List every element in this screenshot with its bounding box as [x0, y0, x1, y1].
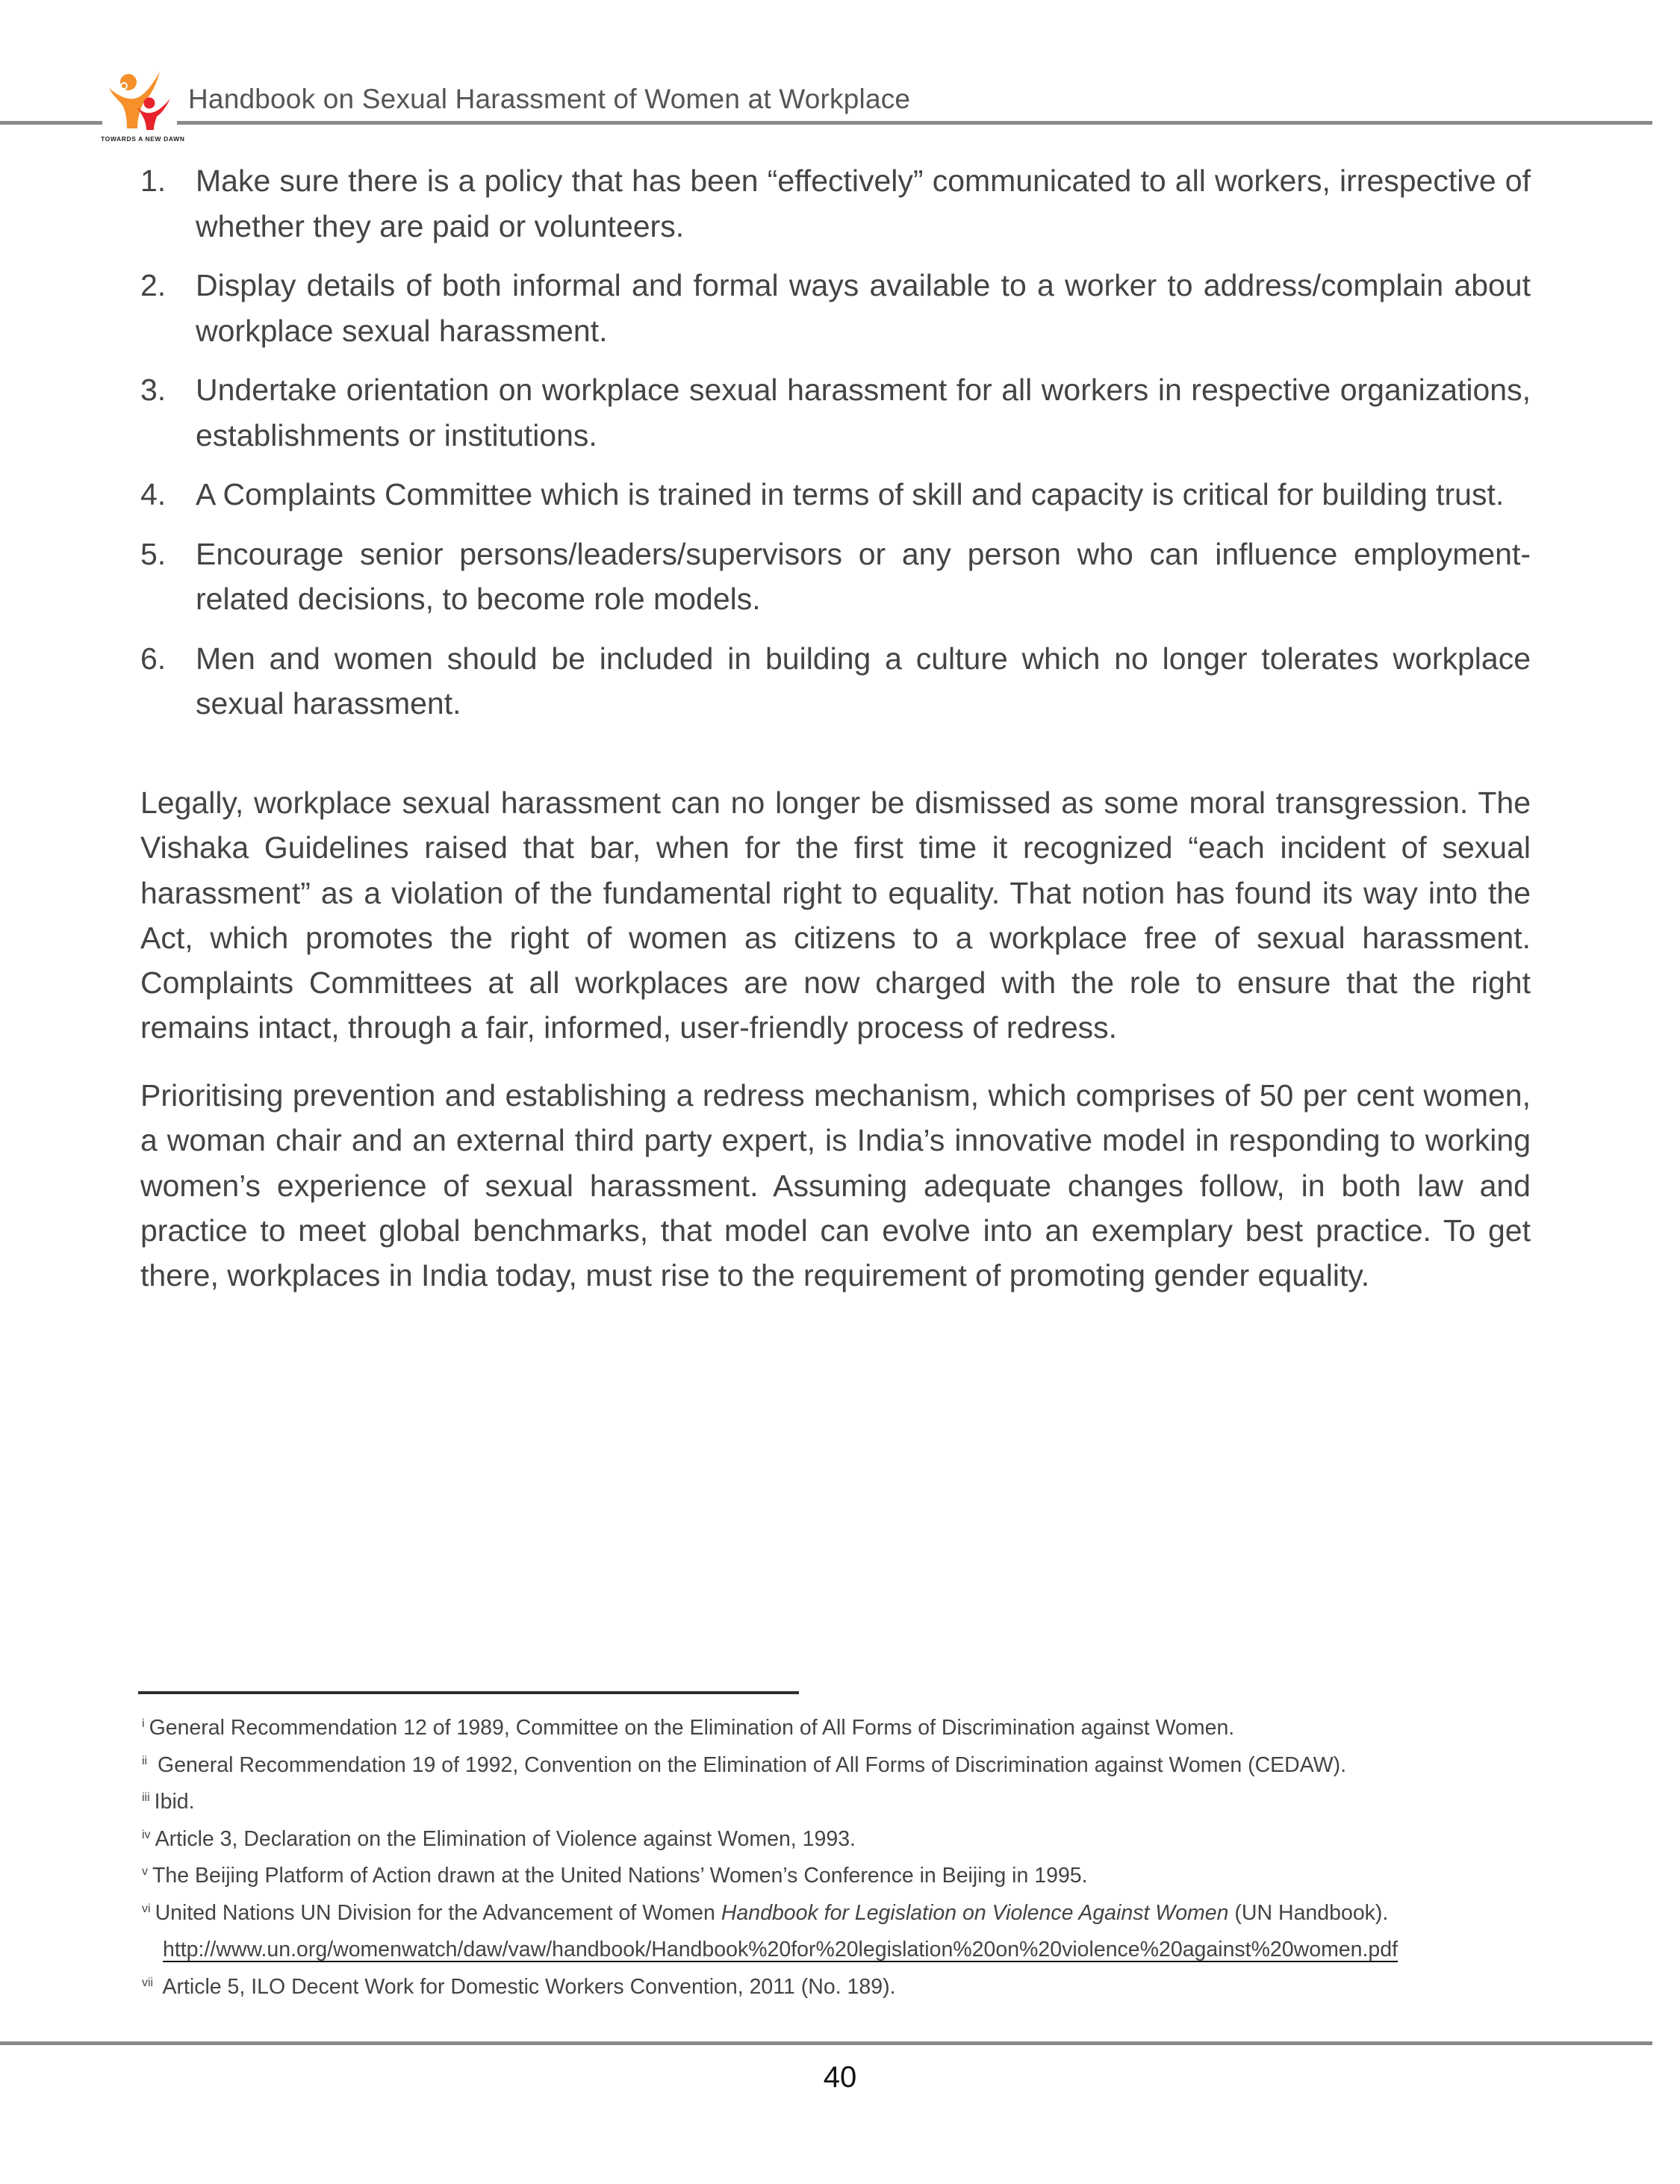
footnote-text: Article 3, Declaration on the Elimination of Violence against Women, 1993. [155, 1826, 856, 1851]
logo-tagline: TOWARDS A NEW DAWN [101, 135, 185, 143]
list-item [140, 367, 1531, 458]
list-item-number: 1. [140, 164, 167, 198]
page-number: 40 [823, 2061, 857, 2094]
list-item-number: 4. [140, 477, 167, 511]
list-item-number: 6. [140, 641, 167, 676]
list-item [140, 263, 1531, 353]
footnote-marker: v [142, 1865, 148, 1878]
footnote [142, 1710, 1561, 1747]
footnote [142, 1858, 1561, 1895]
header-rule-left [0, 121, 102, 125]
running-header-title: Handbook on Sexual Harassment of Women at Workplace [188, 84, 911, 114]
footnote [142, 1895, 1561, 1969]
header-rule-right [177, 121, 1652, 125]
list-item [140, 472, 1531, 517]
list-item [140, 532, 1531, 622]
footnote-marker: iii [142, 1791, 150, 1804]
footnote-italic-title: Handbook for Legislation on Violence Against Women [721, 1900, 1229, 1925]
list-item [140, 636, 1531, 727]
footnote [142, 1747, 1561, 1785]
list-item [140, 158, 1531, 249]
list-item-text: Encourage senior persons/leaders/supervisors or any person who can influence employment-related decisions, to become role models. [196, 536, 1531, 616]
footnote [142, 1821, 1561, 1858]
footer-rule [0, 2041, 1652, 2045]
footnote-text: Article 5, ILO Decent Work for Domestic Workers Convention, 2011 (No. 189). [158, 1974, 896, 1999]
logo [105, 69, 175, 132]
list-item-number: 3. [140, 373, 167, 407]
footnotes [142, 1710, 1561, 2006]
list-item-text: A Complaints Committee which is trained in terms of skill and capacity is critical for building trust. [196, 477, 1505, 511]
footnote-text: United Nations UN Division for the Advancement of Women [155, 1900, 721, 1925]
recommendations-list [140, 158, 1531, 741]
footnote-marker: vi [142, 1902, 151, 1915]
footnote-text: General Recommendation 19 of 1992, Convention on the Elimination of All Forms of Discrimination against Women (CEDAW). [152, 1752, 1347, 1777]
list-item-text: Make sure there is a policy that has been “effectively” communicated to all workers, irrespective of whether they are paid or volunteers. [196, 164, 1531, 243]
footnote-marker: vii [142, 1976, 154, 1989]
footnote-separator [138, 1691, 799, 1694]
list-item-number: 5. [140, 536, 167, 571]
footnote-text: Ibid. [154, 1790, 195, 1814]
footnote-text: General Recommendation 12 of 1989, Committee on the Elimination of All Forms of Discrimination against Women. [149, 1716, 1235, 1740]
footnote [142, 1969, 1561, 2006]
footnote [142, 1784, 1561, 1821]
list-item-text: Display details of both informal and formal ways available to a worker to address/complain about workplace sexual harassment. [196, 268, 1531, 348]
footnote-marker: i [142, 1717, 145, 1730]
list-item-text: Men and women should be included in building a culture which no longer tolerates workplace sexual harassment. [196, 641, 1531, 721]
people-celebrating-logo-icon [105, 69, 175, 132]
body-paragraph-prevention: Prioritising prevention and establishing a redress mechanism, which comprises of 50 per cent women, a woman chair and an external third party expert, is India’s innovative model in responding to working women’s experience of sexual harassment. Assuming adequate changes follow, in both law and practice to meet global benchmarks, that model can evolve into an exemplary best practice. To get there, workplaces in India today, must rise to the requirement of promoting gender equality. [140, 1078, 1531, 1293]
un-handbook-link[interactable]: http://www.un.org/womenwatch/daw/vaw/handbook/Handbook%20for%20legislation%20on%20violence%20against%20women.pdf [163, 1938, 1399, 1961]
footnote-marker: iv [142, 1828, 151, 1841]
footnote-text-after: (UN Handbook). [1228, 1900, 1389, 1925]
list-item-number: 2. [140, 268, 167, 302]
footnote-text: The Beijing Platform of Action drawn at the United Nations’ Women’s Conference in Beijing in 1995. [152, 1864, 1088, 1888]
list-item-text: Undertake orientation on workplace sexual harassment for all workers in respective organizations, establishments or institutions. [196, 373, 1531, 452]
footnote-marker: ii [142, 1754, 148, 1767]
body-paragraph-legal: Legally, workplace sexual harassment can no longer be dismissed as some moral transgression. The Vishaka Guidelines raised that bar, when for the first time it recognized “each incident of sexual harassment” as a violation of the fundamental right to equality. That notion has found its way into the Act, which promotes the right of women as citizens to a workplace free of sexual harassment. Complaints Committees at all workplaces are now charged with the role to ensure that the right remains intact, through a fair, informed, user-friendly process of redress. [140, 785, 1531, 1045]
